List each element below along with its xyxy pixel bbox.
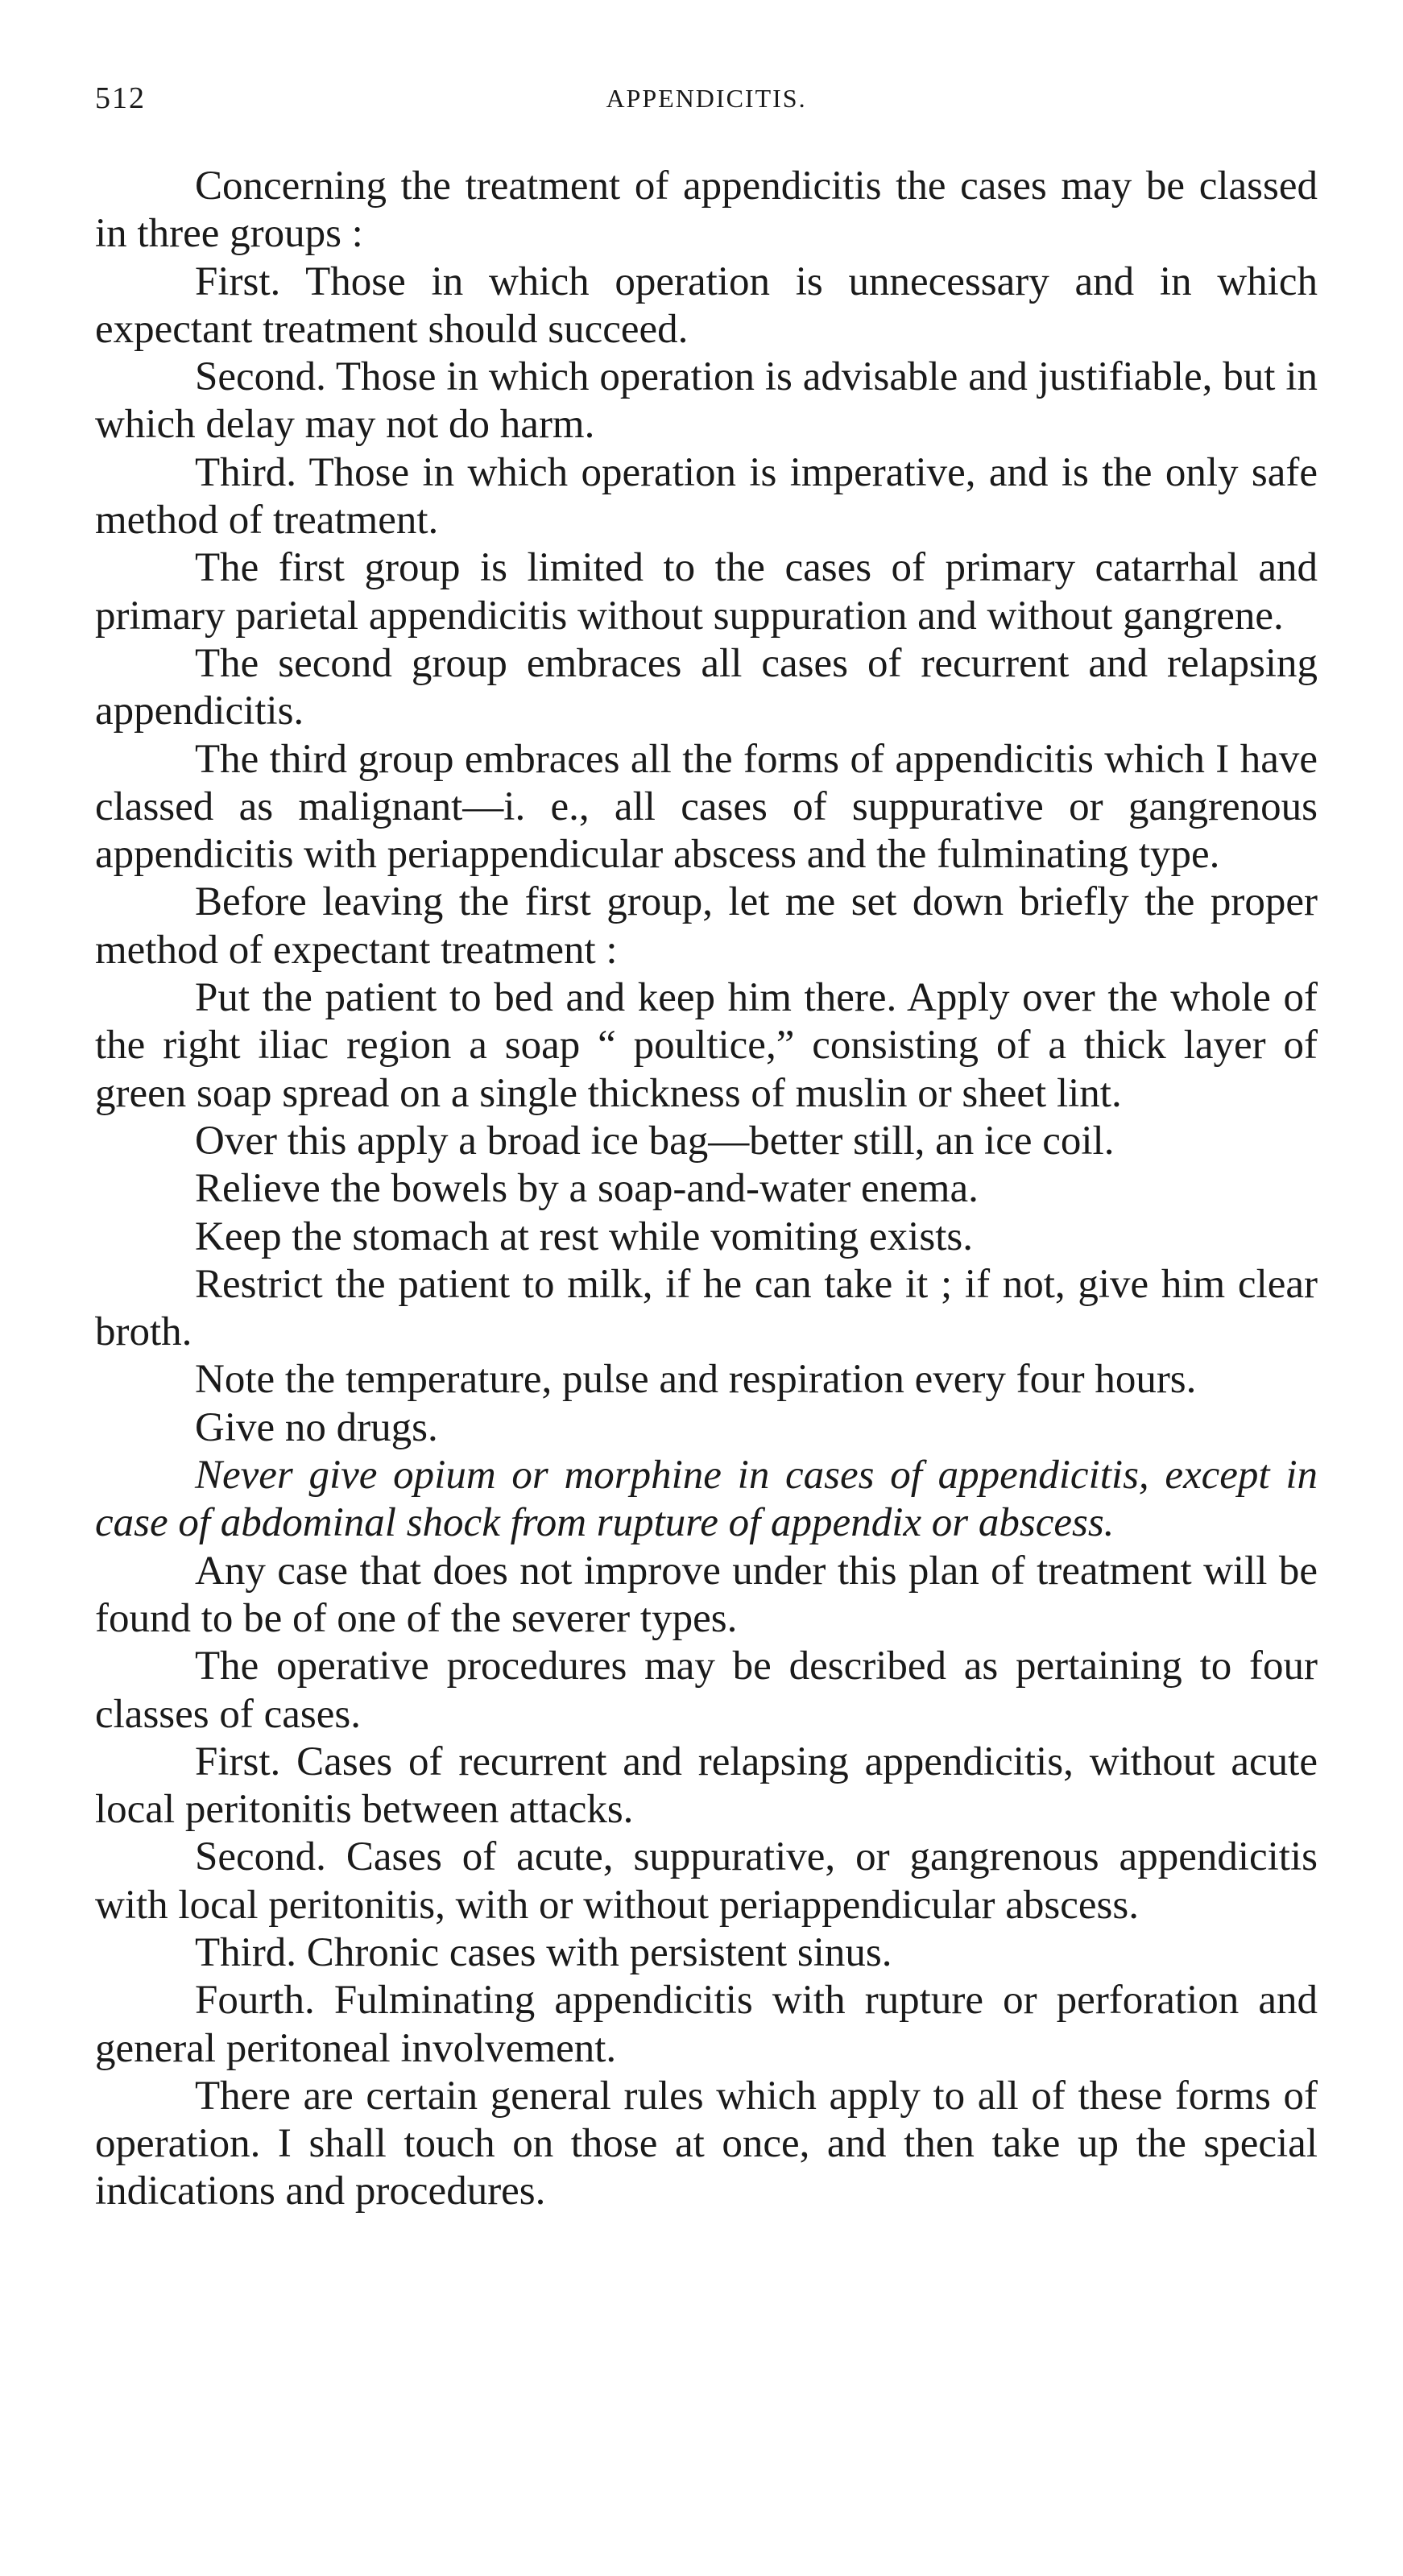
paragraph: First. Those in which operation is unnecessary and in which expectant treatment should succeed. xyxy=(95,258,1318,352)
paragraph: Give no drugs. xyxy=(195,1404,438,1450)
paragraph: Before leaving the first group, let me set down briefly the proper method of expectant treatment : xyxy=(95,879,1318,973)
paragraph: Third. Those in which operation is imperative, and is the only safe method of treatment. xyxy=(95,449,1318,544)
paragraph: Concerning the treatment of appendicitis the cases may be classed in three groups : xyxy=(95,163,1318,257)
paragraph: First. Cases of recurrent and relapsing appendicitis, without acute local peritonitis between attacks. xyxy=(95,1739,1318,1833)
paragraph: Over this apply a broad ice bag—better still, an ice coil. xyxy=(195,1118,1115,1164)
paragraph: Third. Chronic cases with persistent sinus. xyxy=(195,1929,892,1975)
paragraph: The operative procedures may be described as pertaining to four classes of cases. xyxy=(95,1644,1318,1737)
paragraph: Relieve the bowels by a soap-and-water enema. xyxy=(195,1166,979,1212)
paragraph: Second. Cases of acute, suppurative, or gangrenous appendicitis with local peritonitis, with or without periappendicular abscess. xyxy=(95,1834,1318,1928)
italic-warning-paragraph: Never give opium or morphine in cases of appendicitis, except in case of abdominal shock from rupture of appendix or abscess. xyxy=(95,1453,1318,1546)
paragraph: There are certain general rules which apply to all of these forms of operation. I shall touch on those at once, and then take up the special indications and procedures. xyxy=(95,2073,1318,2214)
paragraph: Restrict the patient to milk, if he can take it ; if not, give him clear broth. xyxy=(95,1261,1318,1355)
body-text xyxy=(95,163,1318,2216)
page-number: 512 xyxy=(95,81,146,115)
paragraph: Note the temperature, pulse and respiration every four hours. xyxy=(195,1357,1197,1403)
paragraph: Fourth. Fulminating appendicitis with rupture or perforation and general peritoneal involvement. xyxy=(95,1978,1318,2071)
book-page xyxy=(95,81,1318,2216)
paragraph: Keep the stomach at rest while vomiting exists. xyxy=(195,1214,973,1259)
running-head: APPENDICITIS. xyxy=(606,84,807,113)
paragraph: The third group embraces all the forms of appendicitis which I have classed as malignant—i. e., all cases of suppurative or gangrenous appendicitis with periappendicular abscess and the fulminating type. xyxy=(95,736,1318,878)
paragraph: Any case that does not improve under this plan of treatment will be found to be of one of the severer types. xyxy=(95,1548,1318,1641)
paragraph: Second. Those in which operation is advisable and justifiable, but in which delay may not do harm. xyxy=(95,354,1318,448)
paragraph: The second group embraces all cases of recurrent and relapsing appendicitis. xyxy=(95,640,1318,734)
paragraph: Put the patient to bed and keep him there. Apply over the whole of the right iliac region a soap “ poultice,” consisting of a thick layer of green soap spread on a single thickness of muslin or sheet lint. xyxy=(95,975,1318,1116)
paragraph: The first group is limited to the cases of primary catarrhal and primary parietal appendicitis without suppuration and without gangrene. xyxy=(95,545,1318,639)
page-header xyxy=(95,81,1318,129)
